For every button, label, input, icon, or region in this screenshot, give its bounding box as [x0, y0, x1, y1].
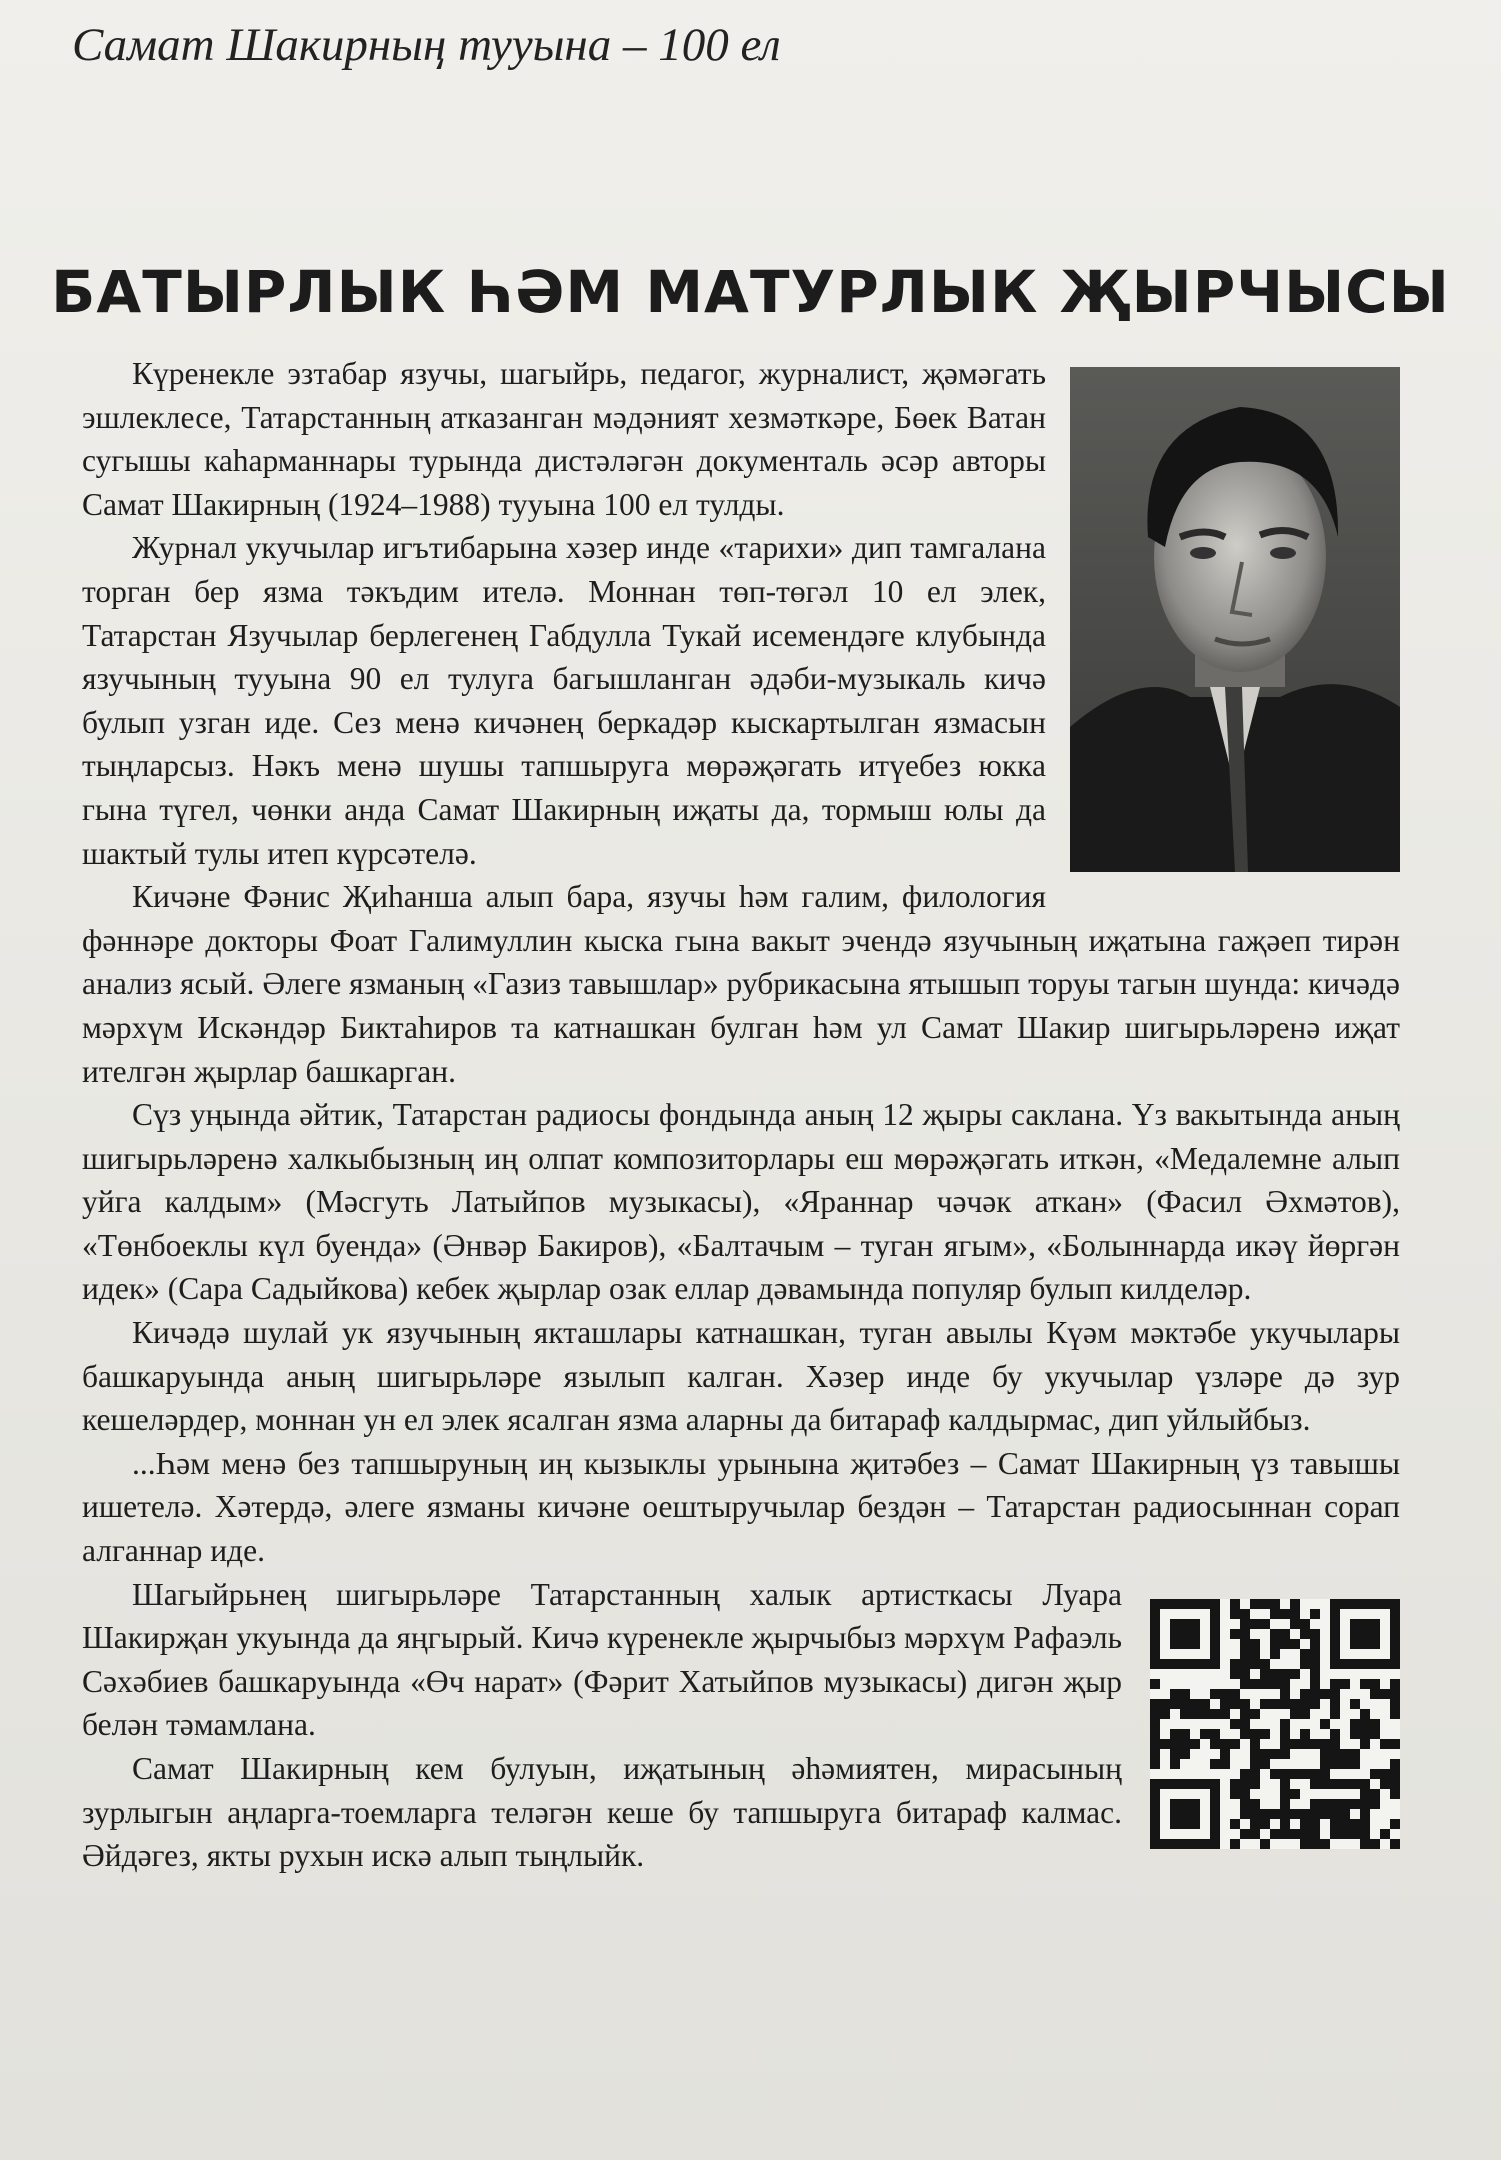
- paragraph: Күренекле эзтабар язучы, шагыйрь, педагог, журналист, җәмәгать эшлеклесе, Татарстанның атказанган мәдәният хезмәткәре, Бөек Ватан сугышы каһарманнары турында дистәләгән документаль әсәр авторы Самат Шакирның (1924–1988) тууына 100 ел тулды.: [82, 356, 1046, 522]
- author-portrait: [1070, 367, 1400, 872]
- paragraph: Сүз уңында әйтик, Татарстан радиосы фондында аның 12 җыры саклана. Үз вакытында аның шигырьләренә халкыбызның иң олпат композиторлары еш мөрәҗәгать иткән, «Медалемне алып уйга калдым» (Мәсгуть Латыйпов музыкасы), «Яраннар чәчәк аткан» (Фасил Әхмәтов), «Төнбоеклы күл буенда» (Әнвәр Бакиров), «Балтачым – туган ягым», «Болыннарда икәү йөргән идек» (Сара Садыйкова) кебек җырлар озак еллар дәвамында популяр булып килделәр.: [82, 1097, 1400, 1307]
- paragraph: Кичәдә шулай ук язучының якташлары катнашкан, туган авылы Күәм мәктәбе укучылары башкаруында аның шигырьләре язылып калган. Хәзер инде бу укучылар үзләре дә зур кешеләрдер, моннан ун ел элек ясалган язма аларны да битараф калдырмас, дип уйлыйбыз.: [82, 1315, 1400, 1438]
- running-head: Самат Шакирның тууына – 100 ел: [72, 19, 781, 71]
- article-body: [82, 352, 1400, 1878]
- paragraph: Кичәне Фәнис Җиһанша алып бара, язучы һәм галим, филология фәннәре докторы Фоат Галимуллин кыска гына вакыт эчендә язучының иҗатына гаҗәеп тирән анализ ясый. Әлеге язманың «Газиз тавышлар» рубрикасына ятышып торуы тагын шунда: кичәдә мәрхүм Искәндәр Биктаһиров та катнашкан булган һәм ул Самат Шакир шигырьләренә иҗат ителгән җырлар башкарган.: [82, 879, 1400, 1089]
- paragraph: Самат Шакирның кем булуын, иҗатының әһәмиятен, мирасының зурлыгын аңларга-тоемларга теләгән кеше бу тапшыруга битараф калмас. Әйдәгез, якты рухын искә алып тыңлыйк.: [82, 1751, 1122, 1874]
- paragraph: ...Һәм менә без тапшыруның иң кызыклы урынына җитәбез – Самат Шакирның үз тавышы ишетелә. Хәтердә, әлеге язманы кичәне оештыручылар бездән – Татарстан радиосыннан сорап алганнар иде.: [82, 1445, 1400, 1569]
- qr-code: [1150, 1599, 1400, 1849]
- paragraph: Журнал укучылар игътибарына хәзер инде «тарихи» дип тамгалана торган бер язма тәкъдим ителә. Моннан төп-төгәл 10 ел элек, Татарстан Язучылар берлегенең Габдулла Тукай исемендәге клубында язучының тууына 90 ел тулуга багышланган әдәби-музыкаль кичә булып узган иде. Сез менә кичәнең беркадәр кыскартылган язмасын тыңларсыз. Нәкъ менә шушы тапшыруга мөрәҗәгать итүебез юкка гына түгел, чөнки анда Самат Шакирның иҗаты да, тормыш юлы да шактый тулы итеп күрсәтелә.: [82, 530, 1046, 871]
- article-title: БАТЫРЛЫК ҺӘМ МАТУРЛЫК ҖЫРЧЫСЫ: [51, 258, 1450, 326]
- paragraph: Шагыйрьнең шигырьләре Татарстанның халык артисткасы Луара Шакирҗан укуында да яңгырый. Кичә күренекле җырчыбыз мәрхүм Рафаэль Сәхәбиев башкаруында «Өч нарат» (Фәрит Хатыйпов музыкасы) дигән җыр белән тәмамлана.: [82, 1576, 1122, 1743]
